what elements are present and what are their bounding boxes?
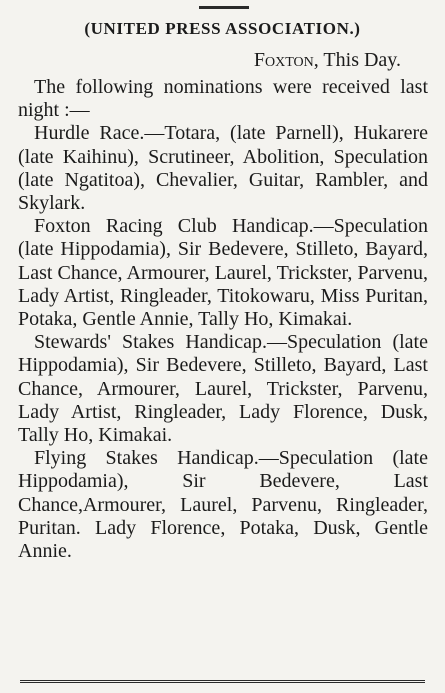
stewards-stakes-paragraph: Stewards' Stakes Handicap.—Speculation (late Hippodamia), Sir Bedevere, Stilleto, Bayard, Last Chance, Armourer, Laurel, Trickster, Parvenu, Lady Artist, Ringleader, Lady Florence, Dusk, Tally Ho, Kimakai. <box>18 331 428 447</box>
dateline-place: Foxton <box>253 49 314 71</box>
intro-paragraph: The following nominations were received last night :— <box>18 76 428 122</box>
racing-club-handicap-paragraph: Foxton Racing Club Handicap.—Speculation (late Hippodamia), Sir Bedevere, Stilleto, Bayard, Last Chance, Armourer, Laurel, Trickster, Parvenu, Lady Artist, Ringleader, Titokowaru, Miss Puritan, Potaka, Gentle Annie, Tally Ho, Kimakai. <box>18 215 428 331</box>
flying-stakes-paragraph: Flying Stakes Handicap.—Speculation (late Hippodamia), Sir Bedevere, Last Chance,Armourer, Laurel, Parvenu, Ringleader, Puritan. Lady Florence, Potaka, Dusk, Gentle Annie. <box>18 447 428 563</box>
dateline-rest: , This Day. <box>313 49 401 71</box>
dateline <box>0 46 401 74</box>
bottom-rule <box>20 680 425 686</box>
article-body <box>18 76 428 563</box>
agency-heading: (UNITED PRESS ASSOCIATION.) <box>84 19 361 38</box>
top-rule <box>199 6 249 9</box>
hurdle-race-paragraph: Hurdle Race.—Totara, (late Parnell), Hukarere (late Kaihinu), Scrutineer, Abolition, Speculation (late Ngatitoa), Chevalier, Guitar, Rambler, and Skylark. <box>18 122 428 215</box>
